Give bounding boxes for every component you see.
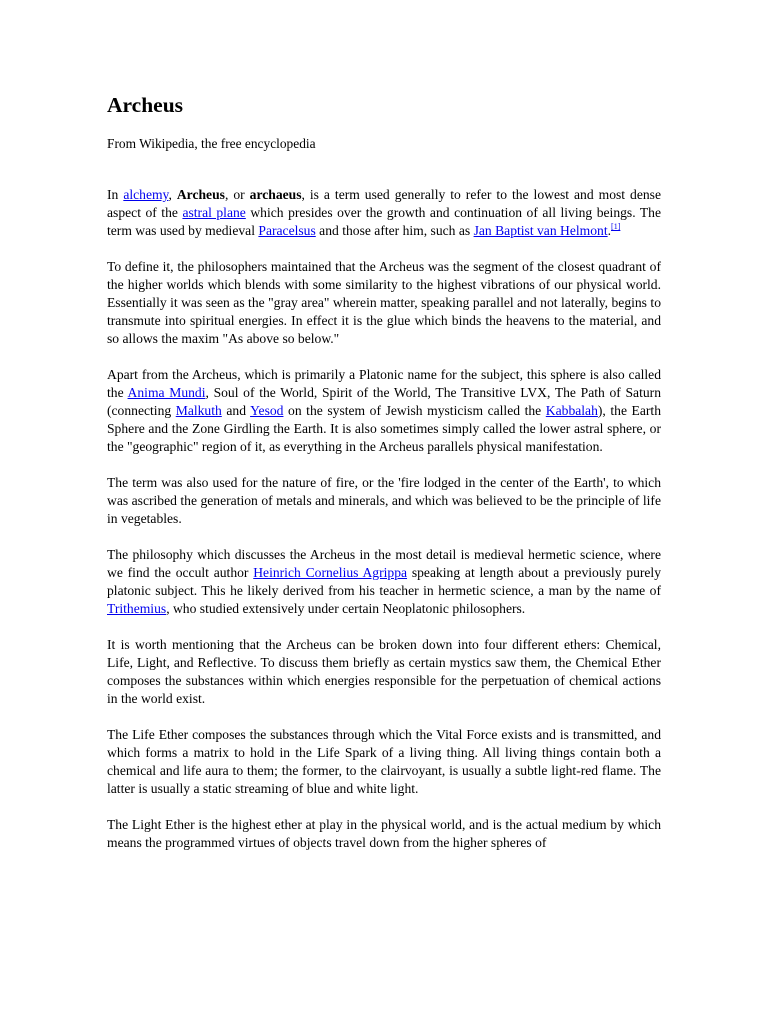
text: In [107,187,124,202]
text: on the system of Jewish mysticism called the [283,403,546,418]
page-title: Archeus [107,93,184,117]
link-agrippa[interactable]: Heinrich Cornelius Agrippa [253,565,408,580]
article-body [107,186,661,870]
text: and [221,403,251,418]
link-paracelsus[interactable]: Paracelsus [258,223,316,238]
text: and those after him, such as [315,223,474,238]
text: , who studied extensively under certain Neoplatonic philosophers. [166,601,526,616]
page-subtitle: From Wikipedia, the free encyclopedia [107,136,316,151]
paragraph-7: The Life Ether composes the substances through which the Vital Force exists and is transmitted, and which forms a matrix to hold in the Life Spark of a living thing. All living things contain both a chemical and life aura to them; the former, to the clairvoyant, is usually a subtle light-red flame. The latter is usually a static streaming of blue and white light. [107,727,661,796]
paragraph-6: It is worth mentioning that the Archeus can be broken down into four different ethers: Chemical, Life, Light, and Reflective. To discuss them briefly as certain mystics saw them, the Chemical Ether composes the substances within which energies responsible for the perpetuation of chemical actions in the world exist. [107,637,661,706]
link-astral-plane[interactable]: astral plane [182,205,246,220]
paragraph-3 [107,366,661,456]
text: , Soul of the World, Spirit of the World, The Transitive LVX, The Path of Saturn (connecting [107,385,661,418]
link-anima-mundi[interactable]: Anima Mundi [127,385,206,400]
link-kabbalah[interactable]: Kabbalah [545,403,598,418]
reference-link[interactable]: [1] [611,222,621,231]
text: which presides over the growth and continuation of all living beings. The term was used by medieval [107,205,661,238]
link-alchemy[interactable]: alchemy [123,187,169,202]
term-archaeus: archaeus [249,187,302,202]
term-archeus: Archeus [176,187,225,202]
text: ), the Earth Sphere and the Zone Girdling the Earth. It is also sometimes simply called the lower astral sphere, or the "geographic" region of it, as everything in the Archeus parallels physical manifestation. [107,403,661,454]
text: , is a term used generally to refer to the lowest and most dense aspect of the [107,187,661,220]
link-trithemius[interactable]: Trithemius [107,601,167,616]
paragraph-1 [107,186,661,240]
link-van-helmont[interactable]: Jan Baptist van Helmont [473,223,608,238]
paragraph-8: The Light Ether is the highest ether at play in the physical world, and is the actual medium by which means the programmed virtues of objects travel down from the higher spheres of [107,817,661,850]
text: , [168,187,177,202]
text: speaking at length about a previously purely platonic subject. This he likely derived from his teacher in hermetic science, a man by the name of [107,565,661,598]
link-yesod[interactable]: Yesod [250,403,284,418]
text: , or [224,187,250,202]
text: Apart from the Archeus, which is primarily a Platonic name for the subject, this sphere is also called the [107,367,661,400]
text: . [607,223,612,238]
text: The philosophy which discusses the Archeus in the most detail is medieval hermetic science, where we find the occult author [107,547,661,580]
paragraph-2: To define it, the philosophers maintained that the Archeus was the segment of the closest quadrant of the higher worlds which blends with some similarity to the highest vibrations of our physical world. Essentially it was seen as the "gray area" wherein matter, speaking parallel and not laterally, begins to transmute into spiritual energies. In effect it is the glue which binds the heavens to the material, and so allows the maxim "As above so below." [107,259,661,346]
link-malkuth[interactable]: Malkuth [175,403,222,418]
paragraph-4: The term was also used for the nature of fire, or the 'fire lodged in the center of the Earth', to which was ascribed the generation of metals and minerals, and which was believed to be the principle of life in vegetables. [107,475,661,526]
paragraph-5 [107,546,661,618]
